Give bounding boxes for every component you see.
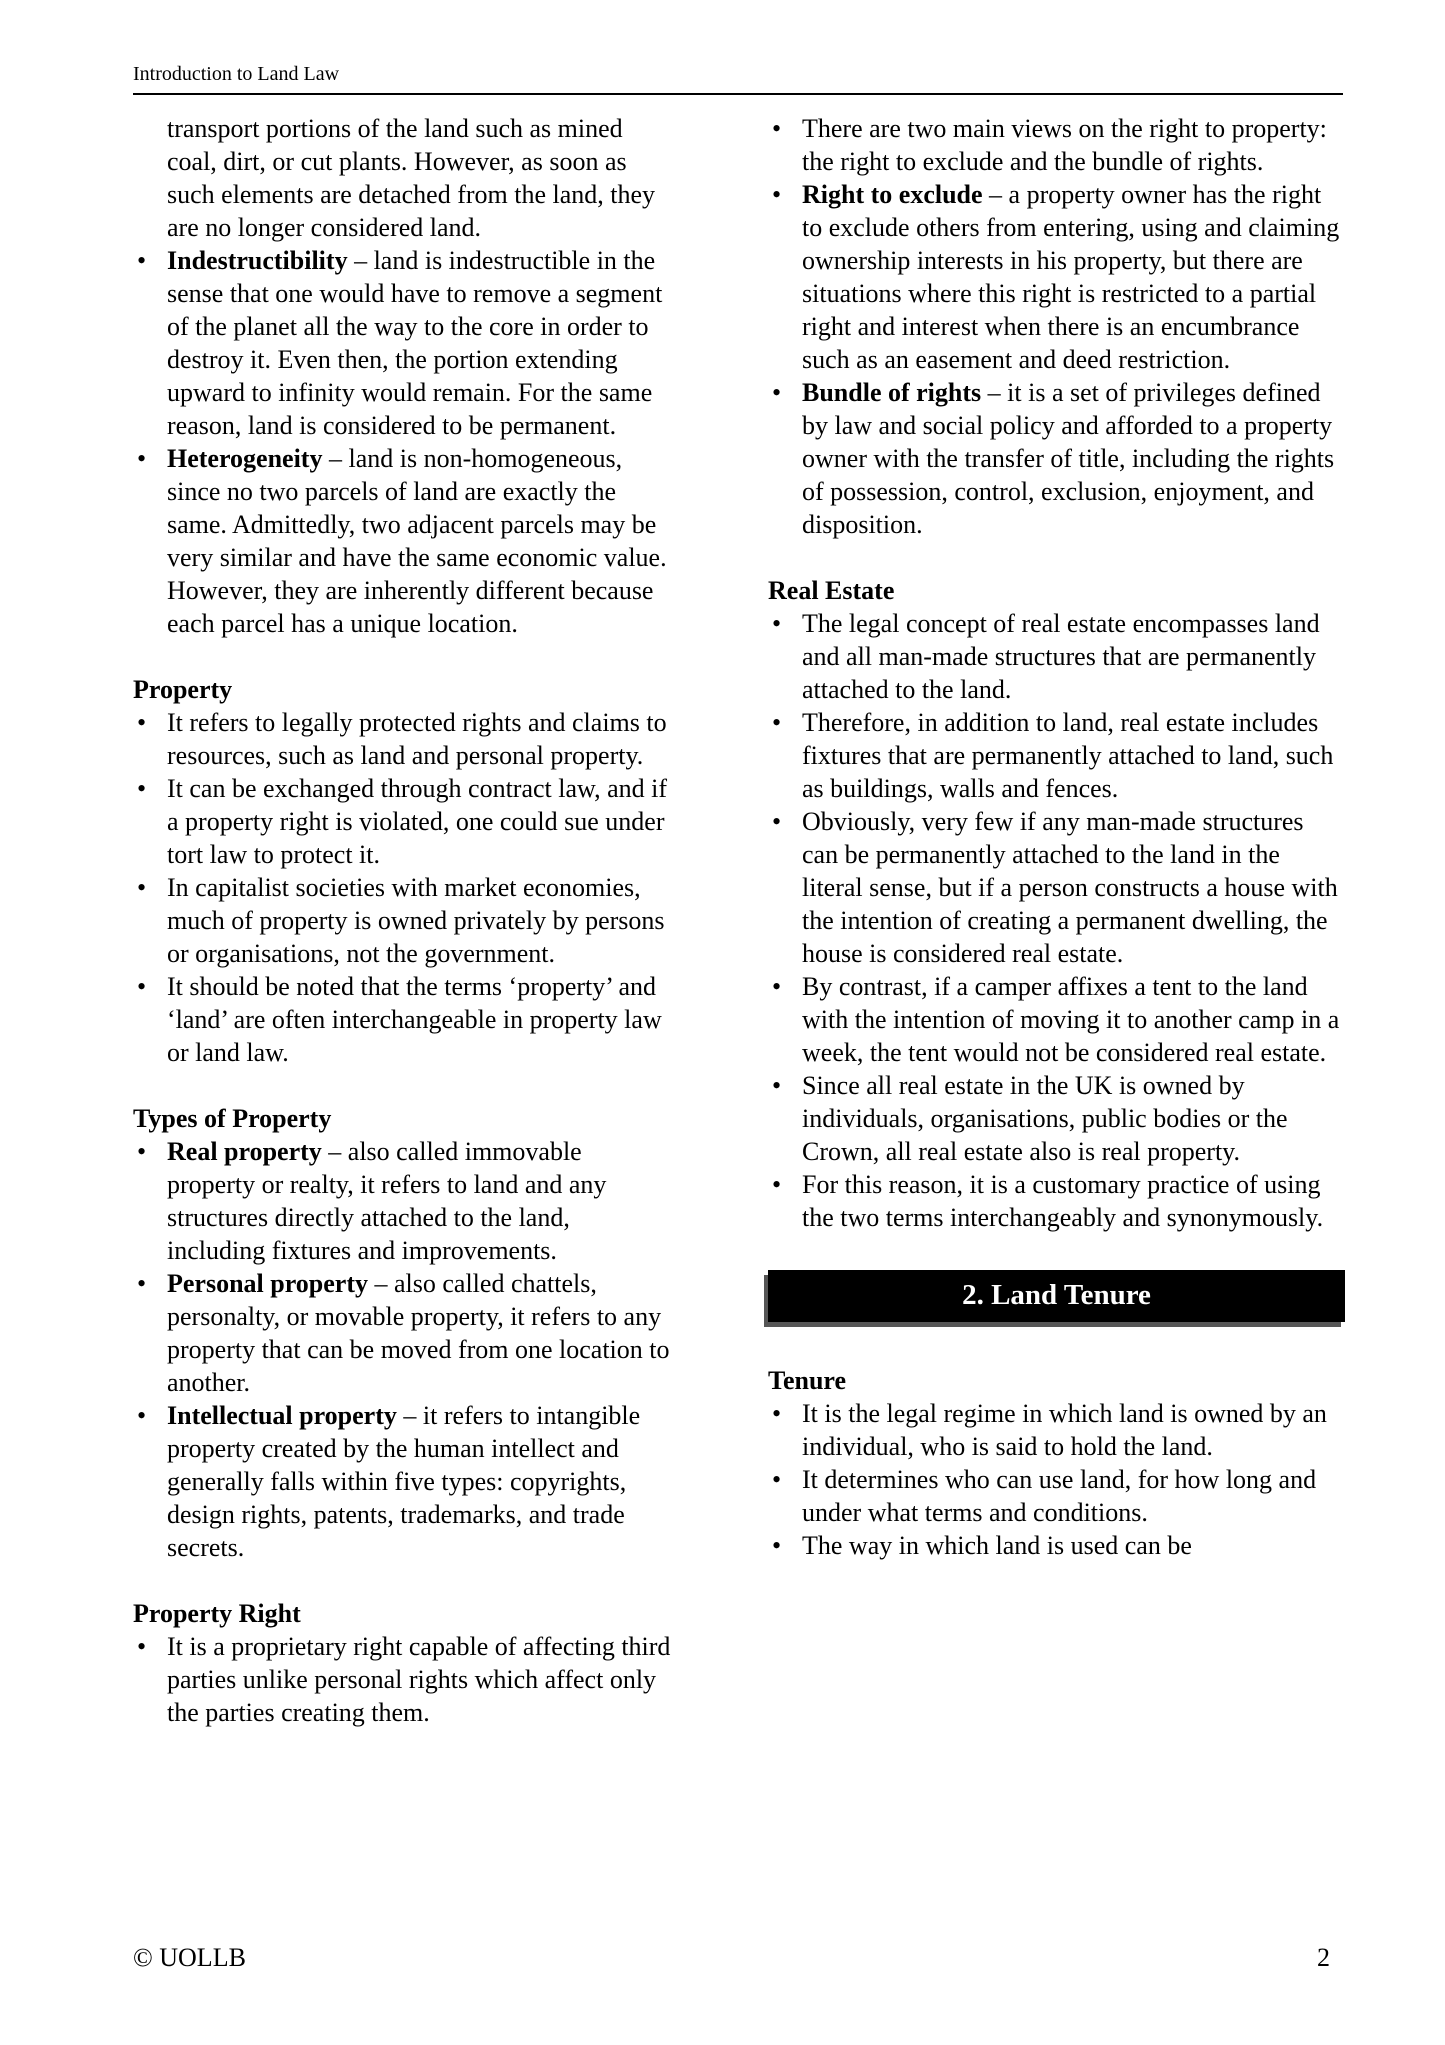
bullet-marker: • [137, 1632, 147, 1661]
bullet-text: Personal property – also called chattels, personalty, or movable property, it refers to any property that can be moved from one location to another. [167, 1269, 670, 1397]
bullet-marker: • [772, 180, 782, 209]
bullet-text: The legal concept of real estate encompasses land and all man-made structures that are permanently attached to the land. [802, 609, 1320, 704]
bullet-list [133, 706, 673, 1069]
bullet-item [133, 871, 673, 970]
bullet-text: Therefore, in addition to land, real estate includes fixtures that are permanently attached to land, such as buildings, walls and fences. [802, 708, 1334, 803]
section-heading: Tenure [768, 1366, 847, 1395]
right-column [768, 112, 1345, 1729]
bullet-text: In capitalist societies with market economies, much of property is owned privately by persons or organisations, not the government. [167, 873, 665, 968]
bullet-bold-lead: Heterogeneity [167, 444, 323, 473]
bullet-text: It is the legal regime in which land is owned by an individual, who is said to hold the land. [802, 1399, 1327, 1461]
bullet-item [133, 970, 673, 1069]
bullet-list [133, 1630, 673, 1729]
bullet-item [768, 706, 1345, 805]
bullet-text: It can be exchanged through contract law, and if a property right is violated, one could sue under tort law to protect it. [167, 774, 668, 869]
bullet-item [768, 1069, 1345, 1168]
bullet-text: Heterogeneity – land is non-homogeneous, since no two parcels of land are exactly the same. Admittedly, two adjacent parcels may be very similar and have the same economic value. However, they are inherently different because each parcel has a unique location. [167, 444, 667, 638]
page-body [133, 112, 1345, 1729]
bullet-bold-lead: Real property [167, 1137, 322, 1166]
bullet-marker: • [137, 708, 147, 737]
footer-copyright: © UOLLB [133, 1943, 246, 1972]
bullet-list [133, 244, 673, 640]
bullet-marker: • [137, 1137, 147, 1166]
bullet-text: It is a proprietary right capable of affecting third parties unlike personal rights which affect only the parties creating them. [167, 1632, 671, 1727]
bullet-item [133, 442, 673, 640]
bullet-text: Intellectual property – it refers to intangible property created by the human intellect and generally falls within five types: copyrights, design rights, patents, trademarks, and trade secrets. [167, 1401, 641, 1562]
bullet-item [133, 1267, 673, 1399]
bullet-item [768, 1168, 1345, 1234]
bullet-marker: • [137, 774, 147, 803]
bullet-marker: • [137, 246, 147, 275]
bullet-marker: • [772, 972, 782, 1001]
section-heading: Real Estate [768, 576, 895, 605]
bullet-item [768, 1463, 1345, 1529]
bullet-list [768, 112, 1345, 541]
bullet-bold-lead: Personal property [167, 1269, 368, 1298]
bullet-bold-lead: Bundle of rights [802, 378, 982, 407]
bullet-marker: • [772, 378, 782, 407]
bullet-item [133, 706, 673, 772]
bullet-marker: • [137, 1269, 147, 1298]
bullet-marker: • [772, 1465, 782, 1494]
bullet-text: There are two main views on the right to property: the right to exclude and the bundle of rights. [802, 114, 1327, 176]
bullet-text: For this reason, it is a customary practice of using the two terms interchangeably and synonymously. [802, 1170, 1324, 1232]
bullet-item [768, 970, 1345, 1069]
running-header: Introduction to Land Law [133, 62, 1343, 95]
bullet-marker: • [772, 1071, 782, 1100]
bullet-list [133, 1135, 673, 1564]
bullet-text: Since all real estate in the UK is owned by individuals, organisations, public bodies or the Crown, all real estate also is real property. [802, 1071, 1288, 1166]
bullet-text: Obviously, very few if any man-made structures can be permanently attached to the land in the literal sense, but if a person constructs a house with the intention of creating a permanent dwelling, the house is considered real estate. [802, 807, 1338, 968]
bullet-item [133, 1135, 673, 1267]
bullet-item [768, 1529, 1345, 1562]
bullet-item [133, 244, 673, 442]
bullet-text: Indestructibility – land is indestructible in the sense that one would have to remove a segment of the planet all the way to the core in order to destroy it. Even then, the portion extending upward to infinity would remain. For the same reason, land is considered to be permanent. [167, 246, 663, 440]
bullet-marker: • [772, 807, 782, 836]
bullet-marker: • [772, 708, 782, 737]
continued-paragraph: transport portions of the land such as mined coal, dirt, or cut plants. However, as soon as such elements are detached from the land, they are no longer considered land. [167, 114, 656, 242]
bullet-item [133, 1630, 673, 1729]
bullet-marker: • [772, 609, 782, 638]
bullet-bold-lead: Indestructibility [167, 246, 348, 275]
section-heading: Types of Property [133, 1104, 332, 1133]
section-heading: Property Right [133, 1599, 301, 1628]
bullet-item [768, 607, 1345, 706]
bullet-marker: • [772, 114, 782, 143]
bullet-marker: • [137, 972, 147, 1001]
section-banner: 2. Land Tenure [768, 1270, 1345, 1322]
bullet-marker: • [137, 1401, 147, 1430]
bullet-list [768, 1397, 1345, 1562]
bullet-text: It determines who can use land, for how long and under what terms and conditions. [802, 1465, 1317, 1527]
left-column [133, 112, 673, 1729]
bullet-item [133, 1399, 673, 1564]
bullet-bold-lead: Intellectual property [167, 1401, 397, 1430]
bullet-list [768, 607, 1345, 1234]
bullet-marker: • [772, 1399, 782, 1428]
footer-page-number: 2 [1317, 1943, 1330, 1972]
bullet-text: Bundle of rights – it is a set of privileges defined by law and social policy and afforded to a property owner with the transfer of title, including the rights of possession, control, exclusion, enjoyment, and disposition. [802, 378, 1335, 539]
bullet-text: The way in which land is used can be [802, 1531, 1192, 1560]
bullet-text: Right to exclude – a property owner has the right to exclude others from entering, using and claiming ownership interests in his property, but there are situations where this right is restricted to a partial right and interest when there is an encumbrance such as an easement and deed restriction. [802, 180, 1340, 374]
bullet-text: Real property – also called immovable property or realty, it refers to land and any structures directly attached to the land, including fixtures and improvements. [167, 1137, 607, 1265]
bullet-item [768, 805, 1345, 970]
bullet-item [768, 376, 1345, 541]
bullet-item [768, 178, 1345, 376]
bullet-item [133, 772, 673, 871]
bullet-marker: • [772, 1170, 782, 1199]
section-heading: Property [133, 675, 233, 704]
bullet-marker: • [137, 873, 147, 902]
bullet-item [768, 112, 1345, 178]
bullet-text: It refers to legally protected rights and claims to resources, such as land and personal property. [167, 708, 667, 770]
bullet-bold-lead: Right to exclude [802, 180, 983, 209]
bullet-marker: • [772, 1531, 782, 1560]
bullet-text: It should be noted that the terms ‘property’ and ‘land’ are often interchangeable in property law or land law. [167, 972, 662, 1067]
bullet-marker: • [137, 444, 147, 473]
bullet-item [768, 1397, 1345, 1463]
bullet-text: By contrast, if a camper affixes a tent to the land with the intention of moving it to another camp in a week, the tent would not be considered real estate. [802, 972, 1340, 1067]
